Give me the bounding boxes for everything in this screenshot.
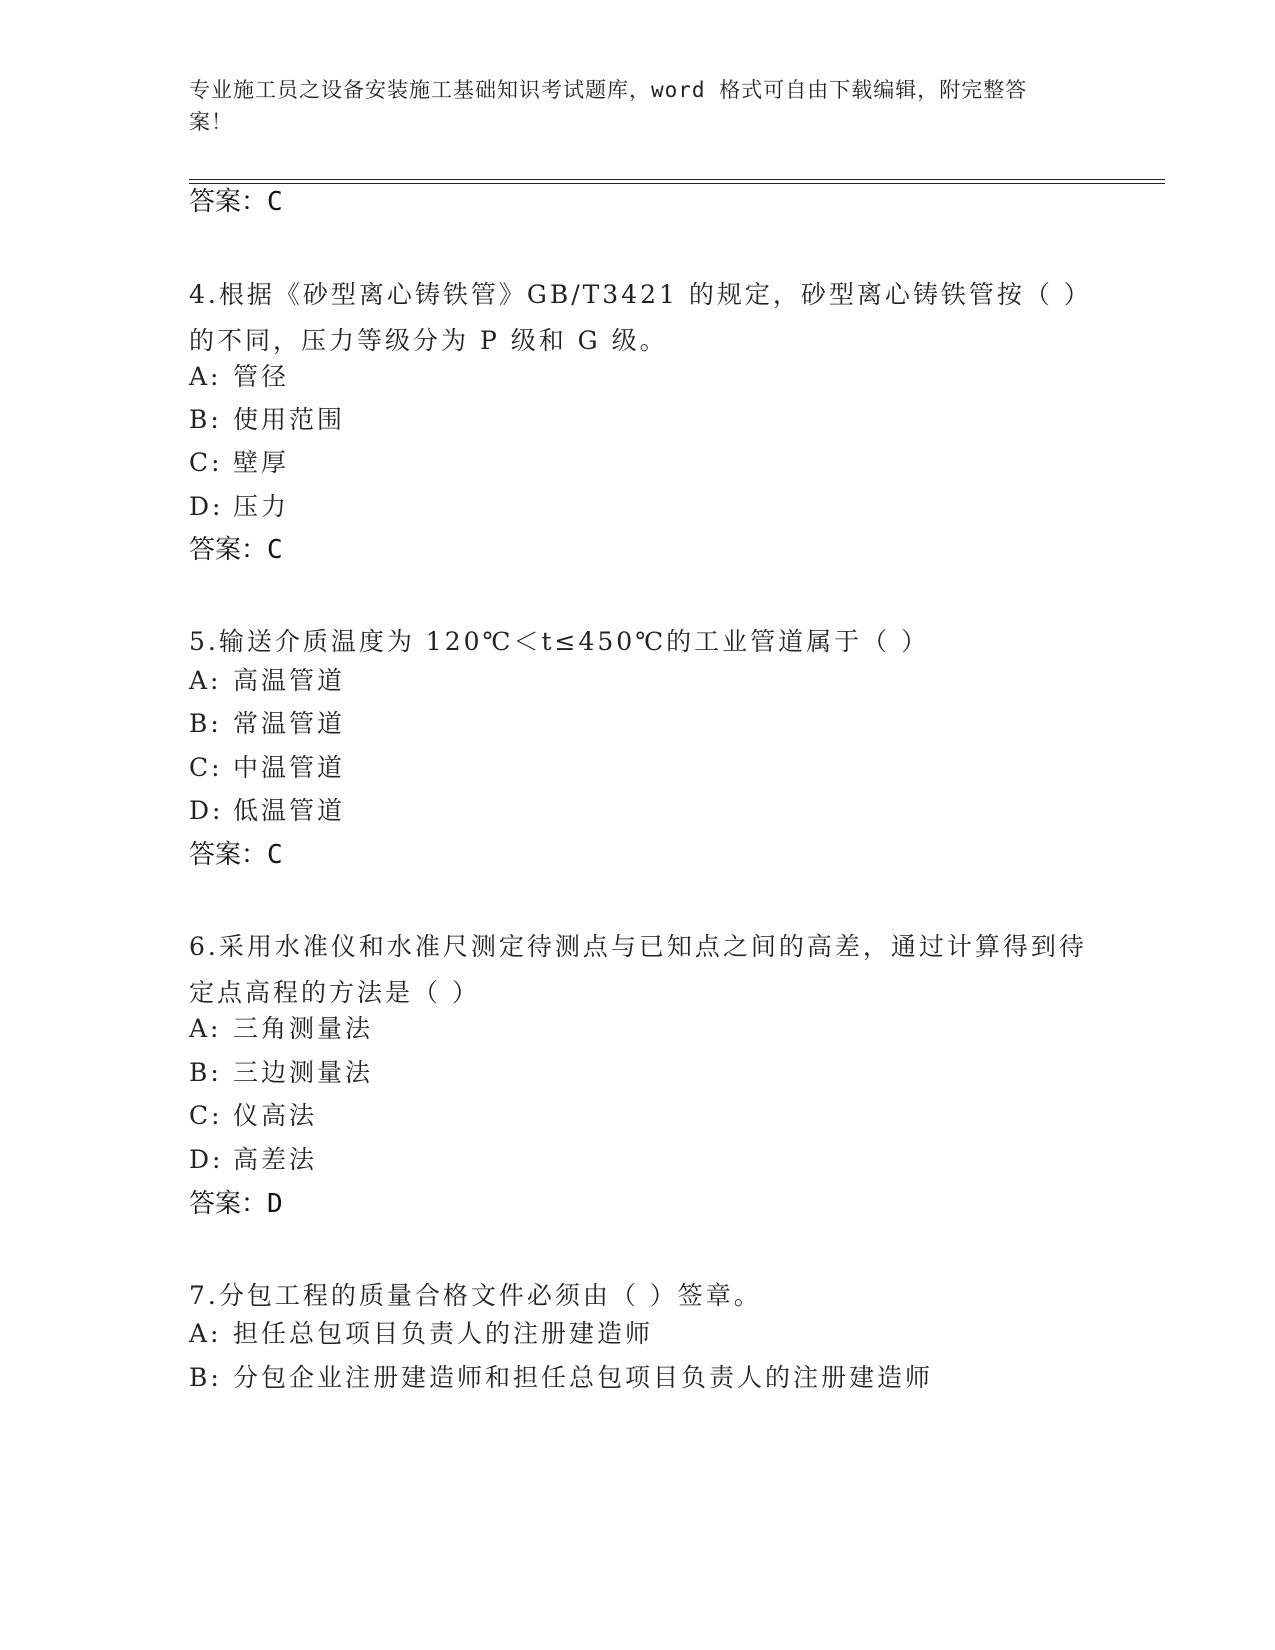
option-text: 担任总包项目负责人的注册建造师 [233, 1319, 654, 1348]
option-text: 高温管道 [233, 666, 346, 695]
option-text: 三边测量法 [233, 1058, 374, 1087]
option-key: A: [189, 362, 222, 391]
question-5-stem: 5.输送介质温度为 120℃＜t≤450℃的工业管道属于（ ） [189, 627, 930, 656]
question-6-option-c [189, 1099, 317, 1133]
question-4-option-c [189, 446, 289, 480]
option-text: 分包企业注册建造师和担任总包项目负责人的注册建造师 [233, 1363, 934, 1392]
option-text: 高差法 [233, 1145, 318, 1174]
option-key: B: [189, 405, 222, 434]
option-key: C: [189, 753, 223, 782]
question-4-option-b [189, 403, 345, 437]
option-key: B: [189, 1363, 222, 1392]
option-key: A: [189, 1014, 222, 1043]
question-6-option-b [189, 1056, 373, 1090]
answer-previous: 答案：C [189, 187, 283, 217]
question-6-stem: 6.采用水准仪和水准尺测定待测点与已知点之间的高差，通过计算得到待定点高程的方法是（ ） [189, 932, 1087, 1007]
question-7-stem: 7.分包工程的质量合格文件必须由（ ）签章。 [189, 1281, 762, 1310]
option-key: D: [189, 796, 224, 825]
option-text: 中温管道 [233, 753, 346, 782]
option-text: 使用范围 [233, 405, 346, 434]
question-5-option-b [189, 707, 345, 741]
document-header: 专业施工员之设备安装施工基础知识考试题库，word 格式可自由下载编辑，附完整答案！ [189, 78, 1028, 134]
option-text: 压力 [233, 492, 290, 521]
option-text: 三角测量法 [233, 1014, 374, 1043]
question-4-stem: 4.根据《砂型离心铸铁管》GB/T3421 的规定，砂型离心铸铁管按（ ）的不同，压力等级分为 P 级和 G 级。 [189, 280, 1080, 355]
option-text: 管径 [233, 362, 290, 391]
question-4-answer: 答案：C [189, 535, 283, 565]
question-4-option-a [189, 360, 289, 394]
option-key: B: [189, 1058, 222, 1087]
question-5-option-d [189, 794, 345, 828]
option-key: C: [189, 448, 223, 477]
option-text: 低温管道 [233, 796, 346, 825]
option-key: A: [189, 1319, 222, 1348]
header-divider [189, 179, 1165, 184]
question-7-option-b [189, 1361, 933, 1395]
question-6-option-a [189, 1012, 373, 1046]
question-7-option-a [189, 1317, 653, 1351]
option-key: D: [189, 492, 224, 521]
option-text: 壁厚 [233, 448, 290, 477]
option-text: 常温管道 [233, 709, 346, 738]
question-6-option-d [189, 1143, 317, 1177]
option-key: D: [189, 1145, 224, 1174]
option-key: B: [189, 709, 222, 738]
question-6-answer: 答案：D [189, 1189, 283, 1219]
option-key: A: [189, 666, 222, 695]
question-5-option-a [189, 664, 345, 698]
question-5-answer: 答案：C [189, 840, 283, 870]
question-5-option-c [189, 751, 345, 785]
option-text: 仪高法 [233, 1101, 318, 1130]
question-4-option-d [189, 490, 289, 524]
option-key: C: [189, 1101, 223, 1130]
